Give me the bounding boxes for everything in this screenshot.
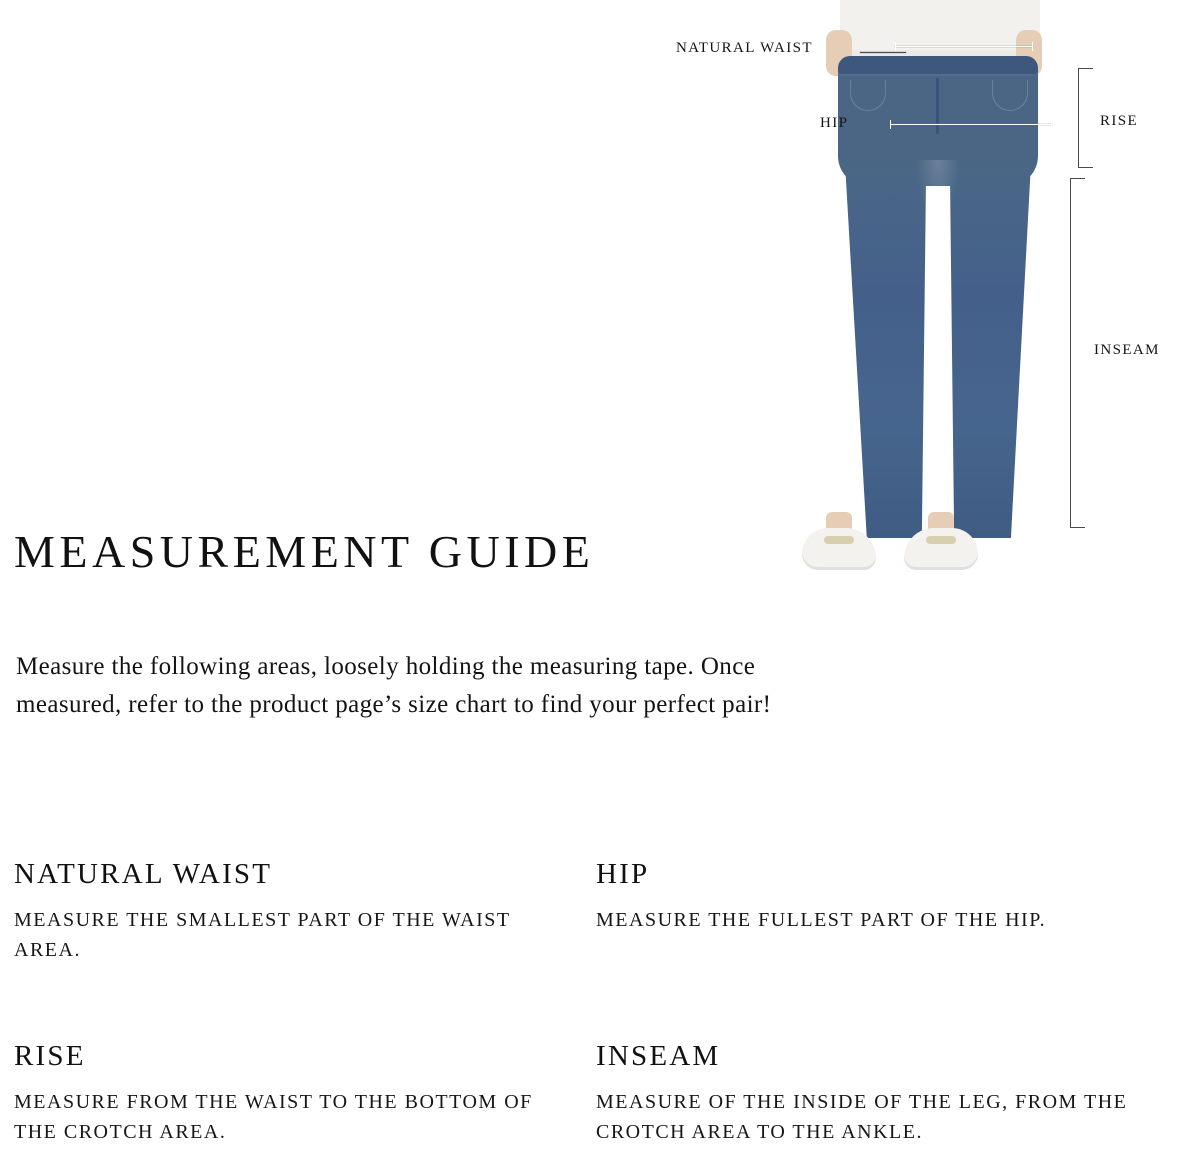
label-natural-waist: NATURAL WAIST: [676, 40, 813, 56]
term-title: RISE: [14, 1040, 86, 1072]
shoe-buckle-left-shape: [824, 536, 854, 544]
term-description: MEASURE THE FULLEST PART OF THE HIP.: [596, 909, 1047, 931]
shoe-buckle-right-shape: [926, 536, 956, 544]
term-title: INSEAM: [596, 1040, 721, 1072]
label-hip: HIP: [820, 115, 849, 131]
measure-cap-left: [890, 120, 891, 129]
bracket-rise: [1078, 68, 1093, 168]
term-hip: [596, 858, 1186, 935]
jeans-leg-left-shape: [840, 168, 934, 538]
term-title: NATURAL WAIST: [14, 858, 273, 890]
jeans-fly-shape: [936, 78, 939, 134]
jeans-waistband-shape: [838, 56, 1038, 76]
term-natural-waist: [14, 858, 554, 965]
term-rise: [14, 1040, 554, 1147]
page-title: MEASUREMENT GUIDE: [14, 526, 595, 577]
shoe-right-shape: [904, 528, 978, 570]
jeans-leg-gap-shape: [930, 206, 946, 536]
label-inseam: INSEAM: [1094, 342, 1160, 358]
measure-cap-right: [1032, 42, 1033, 51]
term-description: MEASURE OF THE INSIDE OF THE LEG, FROM THE CROTCH AREA TO THE ANKLE.: [596, 1091, 1128, 1143]
intro-paragraph: Measure the following areas, loosely holding the measuring tape. Once measured, refer to the product page’s size chart to find your perfect pair!: [16, 653, 772, 718]
term-inseam: [596, 1040, 1186, 1147]
shoe-left-shape: [802, 528, 876, 570]
leader-line-natural-waist: [860, 52, 906, 53]
bracket-inseam: [1070, 178, 1085, 528]
measure-cap-left: [895, 42, 896, 51]
term-description: MEASURE THE SMALLEST PART OF THE WAIST AREA.: [14, 909, 511, 961]
term-description: MEASURE FROM THE WAIST TO THE BOTTOM OF THE CROTCH AREA.: [14, 1091, 533, 1143]
term-title: HIP: [596, 858, 650, 890]
model-figure: [780, 0, 1090, 600]
measure-cap-right: [1051, 120, 1052, 129]
jeans-shape: [838, 56, 1038, 536]
jeans-leg-right-shape: [942, 168, 1036, 538]
shirt-shape: [840, 0, 1040, 58]
label-rise: RISE: [1100, 113, 1139, 129]
measure-line-hip: [890, 124, 1052, 125]
measure-line-natural-waist: [895, 46, 1033, 47]
